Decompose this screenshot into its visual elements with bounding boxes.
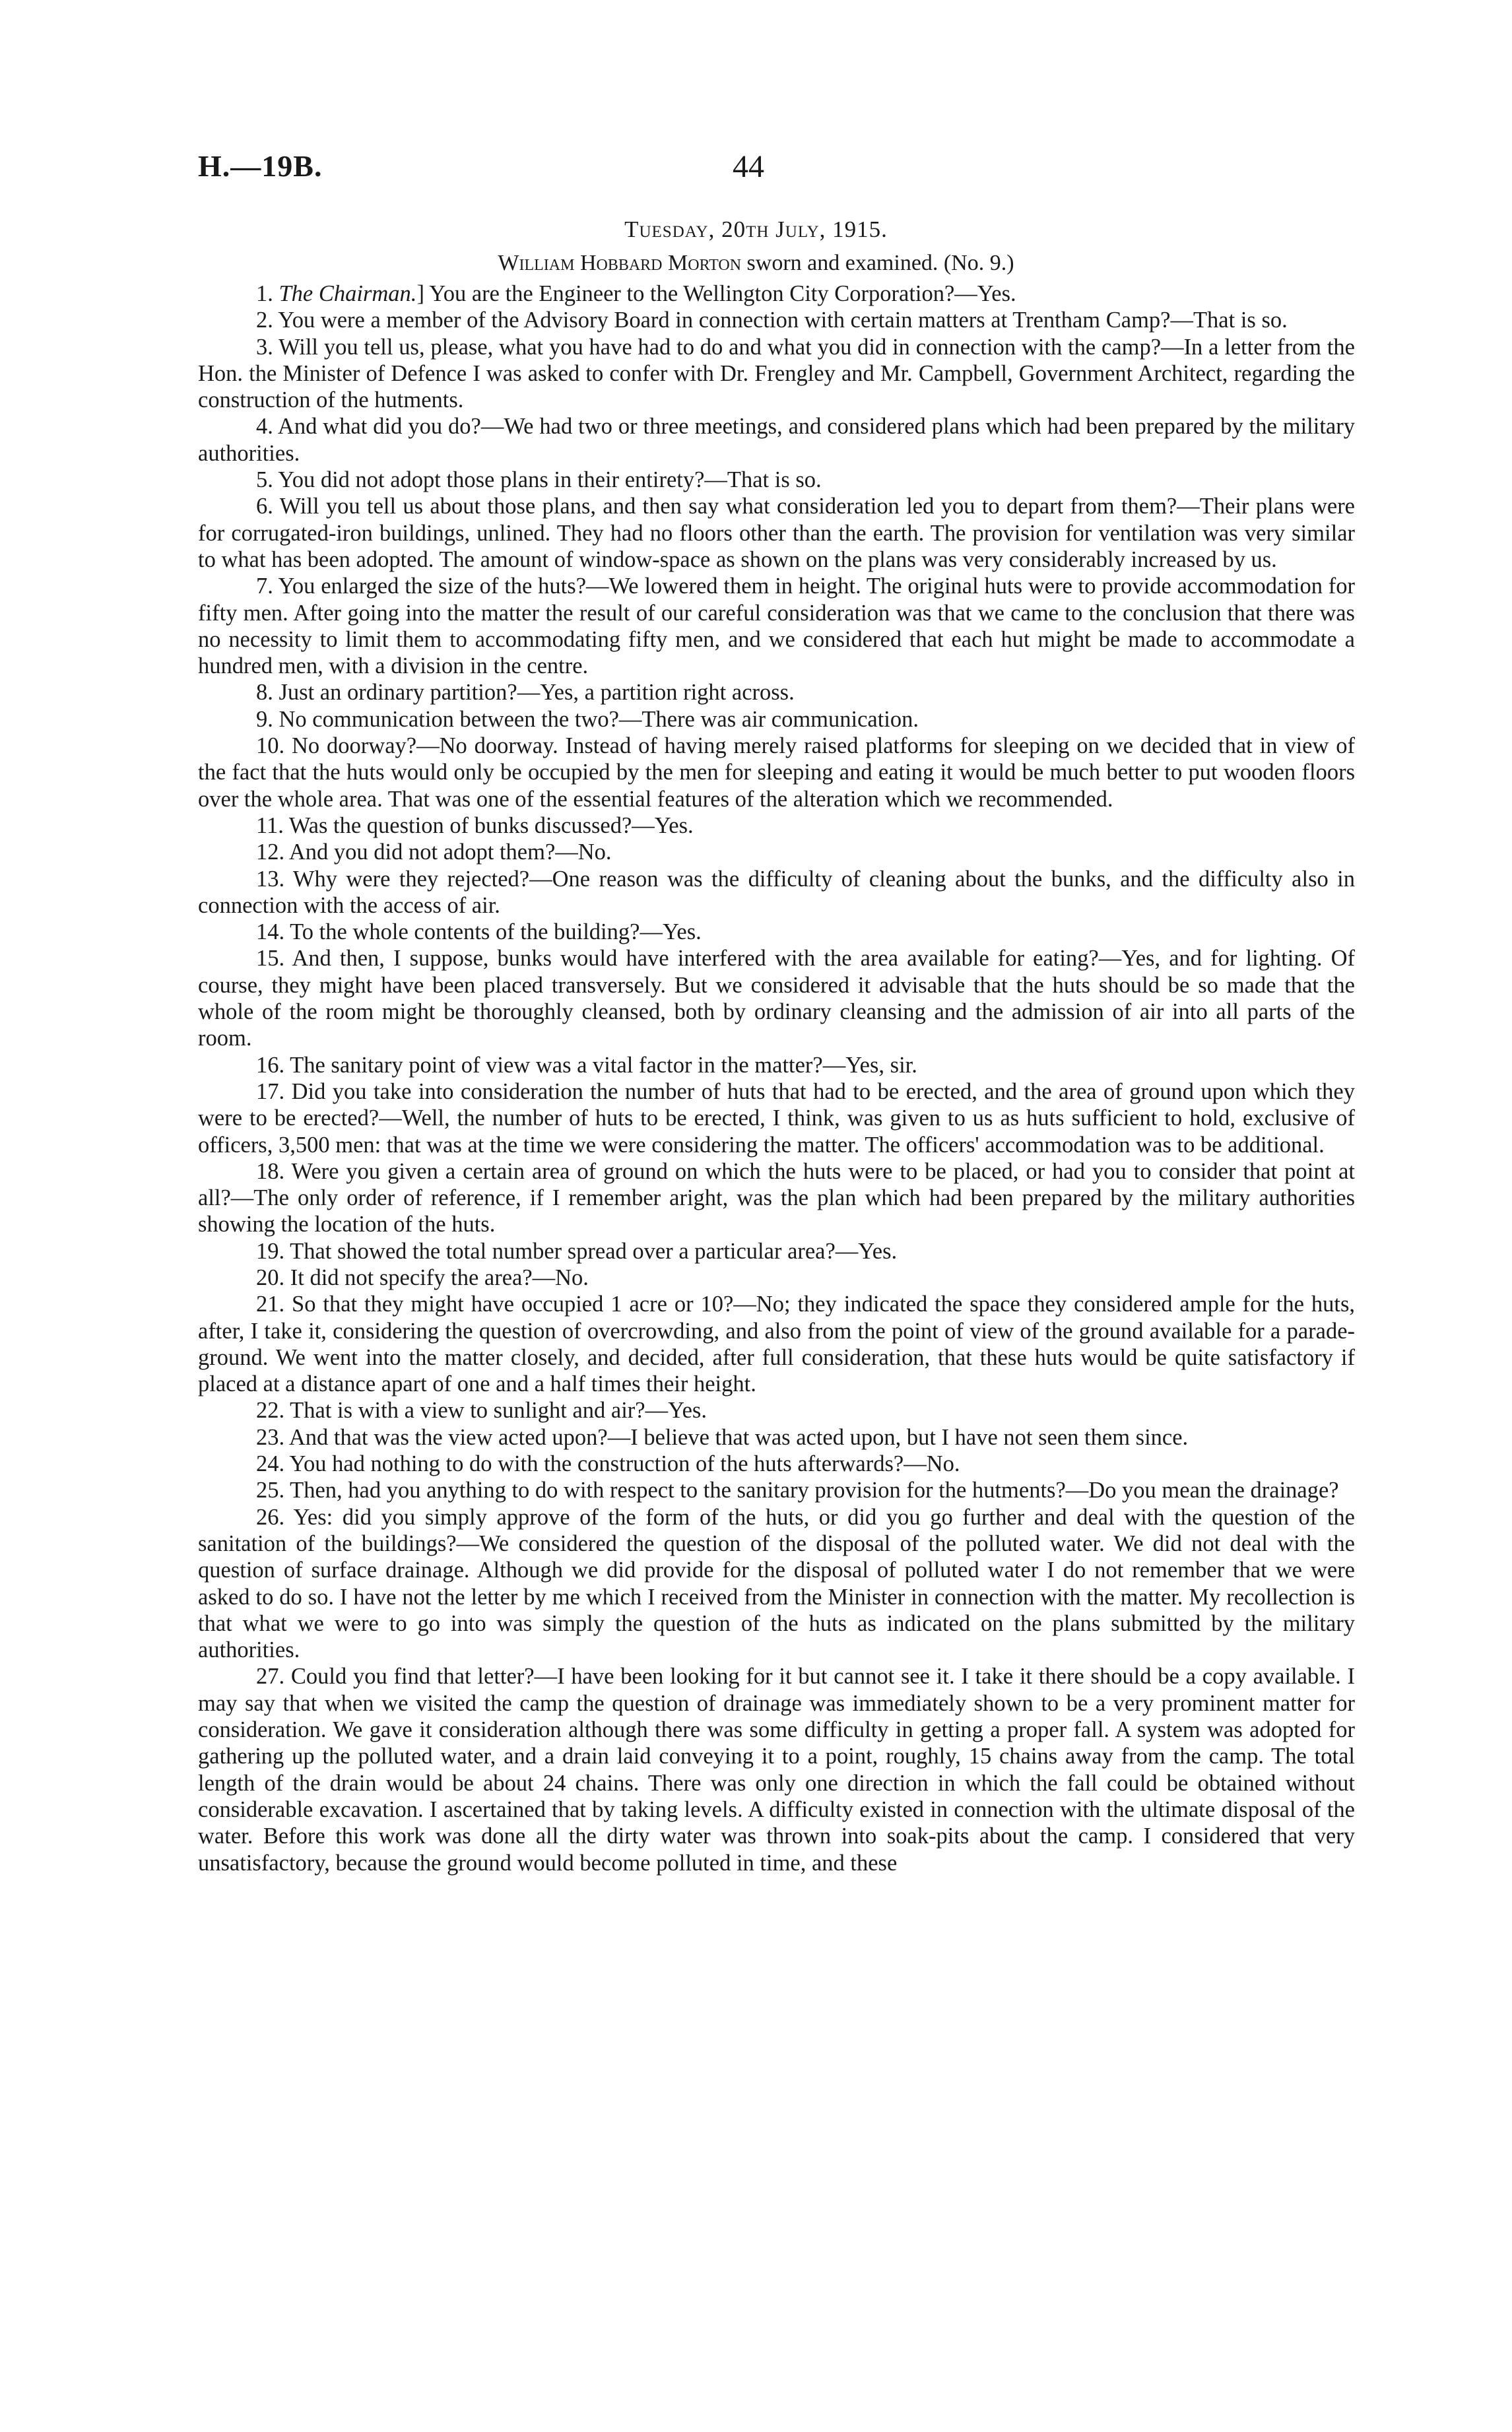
page-number: 44: [733, 149, 764, 184]
question-answer-text: The sanitary point of view was a vital factor in the matter?—Yes, sir.: [290, 1052, 917, 1078]
question-answer-paragraph: [198, 866, 1355, 919]
question-number: 3.: [256, 334, 273, 360]
question-number: 22.: [256, 1398, 285, 1424]
question-number: 9.: [256, 706, 273, 732]
question-answer-text: And what did you do?—We had two or three meetings, and considered plans which had been prepared by the military authorities.: [198, 414, 1355, 466]
question-number: 6.: [256, 494, 273, 519]
question-answer-paragraph: [198, 1052, 1355, 1078]
question-answer-paragraph: [198, 919, 1355, 945]
question-answer-paragraph: [198, 1477, 1355, 1503]
question-answer-paragraph: [198, 307, 1355, 333]
question-number: 19.: [256, 1238, 285, 1264]
question-answer-text: No communication between the two?—There was air communication.: [279, 706, 919, 732]
question-answer-text: You had nothing to do with the construction of the huts afterwards?—No.: [289, 1451, 960, 1477]
question-answer-text: It did not specify the area?—No.: [290, 1265, 589, 1290]
question-answer-text: Will you tell us about those plans, and then say what consideration led you to depart from them?—Their plans were for corrugated-iron buildings, unlined. They had no floors other than the earth. The provision for ventilation was very similar to what has been adopted. The amount of window-space as shown on the plans was very considerably increased by us.: [198, 494, 1355, 572]
question-number: 17.: [256, 1078, 285, 1104]
witness-status: sworn and examined. (No. 9.): [741, 251, 1014, 275]
question-answer-text: Were you given a certain area of ground on which the huts were to be placed, or had you to consider that point at all?—The only order of reference, if I remember aright, was the plan which had been prepared by the military authorities showing the location of the huts.: [198, 1158, 1355, 1237]
question-answer-paragraph: [198, 493, 1355, 573]
question-answer-text: Then, had you anything to do with respect to the sanitary provision for the hutments?—Do you mean the drainage?: [290, 1478, 1339, 1503]
question-answer-paragraph: [198, 1238, 1355, 1265]
question-number: 18.: [256, 1158, 285, 1184]
question-answer-text: Did you take into consideration the number of huts that had to be erected, and the area of ground upon which they were to be erected?—Well, the number of huts to be erected, I think, was given to us as huts sufficient to hold, exclusive of officers, 3,500 men: that was at the time we were considering the matter. The officers' accommodation was to be additional.: [198, 1078, 1355, 1158]
question-answer-paragraph: [198, 945, 1355, 1051]
question-answer-paragraph: [198, 1397, 1355, 1424]
question-answer-text: And then, I suppose, bunks would have interfered with the area available for eating?—Yes, and for lighting. Of course, they might have been placed transversely. But we considered it advisable that the huts should be so made that the whole of the room might be thoroughly cleansed, both by ordinary cleansing and the admission of air into all parts of the room.: [198, 946, 1355, 1051]
question-answer-text: Was the question of bunks discussed?—Yes.: [288, 812, 694, 838]
question-number: 24.: [256, 1451, 285, 1477]
question-answer-text: So that they might have occupied 1 acre or 10?—No; they indicated the space they considered ample for the huts, after, I take it, considering the question of overcrowding, and also from the point of view of the ground available for a parade-ground. We went into the matter closely, and decided, after full consideration, that these huts would be quite satisfactory if placed at a distance apart of one and a half times their height.: [198, 1292, 1355, 1397]
question-answer-paragraph: [198, 1078, 1355, 1158]
question-answer-text: Just an ordinary partition?—Yes, a partition right across.: [279, 680, 795, 706]
testimony-body: [198, 280, 1355, 1876]
question-number: 13.: [256, 866, 285, 892]
question-answer-paragraph: [198, 733, 1355, 812]
witness-name: William Hobbard Morton: [498, 251, 742, 275]
question-answer-text: You enlarged the size of the huts?—We lowered them in height. The original huts were to provide accommodation for fifty men. After going into the matter the result of our careful consideration was that we came to the conclusion that there was no necessity to limit them to accommodating fifty men, and we considered that each hut might be made to accommodate a hundred men, with a division in the centre.: [198, 574, 1355, 679]
question-answer-paragraph: [198, 1158, 1355, 1238]
question-number: 7.: [256, 574, 273, 599]
question-answer-paragraph: [198, 413, 1355, 467]
question-number: 15.: [256, 946, 285, 971]
question-answer-paragraph: [198, 1451, 1355, 1477]
question-answer-text: Yes: did you simply approve of the form of the huts, or did you go further and deal with the question of the sanitation of the buildings?—We considered the question of the disposal of the polluted water. We did not deal with the question of surface drainage. Although we did provide for the disposal of polluted water I do not remember that we were asked to do so. I have not the letter by me which I received from the Minister in connection with the matter. My recollection is that what we were to go into was simply the question of the huts as indicated on the plans submitted by the military authorities.: [198, 1504, 1355, 1663]
question-answer-text: And that was the view acted upon?—I believe that was acted upon, but I have not seen them since.: [288, 1424, 1189, 1450]
question-answer-text: Why were they rejected?—One reason was the difficulty of cleaning about the bunks, and the difficulty also in connection with the access of air.: [198, 866, 1355, 918]
question-answer-paragraph: [198, 334, 1355, 414]
question-number: 8.: [256, 680, 273, 706]
question-number: 5.: [256, 467, 273, 493]
question-answer-paragraph: [198, 280, 1355, 307]
question-number: 20.: [256, 1265, 285, 1290]
speaker-label: The Chairman.: [279, 281, 417, 306]
question-answer-text: To the whole contents of the building?—Yes.: [290, 919, 702, 945]
question-answer-paragraph: [198, 1291, 1355, 1397]
question-answer-text: You did not adopt those plans in their entirety?—That is so.: [278, 467, 822, 493]
question-number: 26.: [256, 1504, 285, 1530]
question-answer-paragraph: [198, 839, 1355, 865]
question-number: 2.: [256, 308, 273, 333]
question-answer-text: Could you find that letter?—I have been looking for it but cannot see it. I take it there should be a copy available. I may say that when we visited the camp the question of drainage was immediately shown to be a very prominent matter for consideration. We gave it consideration although there was some difficulty in getting a proper fall. A system was adopted for gathering up the polluted water, and a drain laid conveying it to a point, roughly, 15 chains away from the camp. The total length of the drain would be about 24 chains. There was only one direction in which the fall could be obtained without considerable excavation. I ascertained that by taking levels. A difficulty existed in connection with the ultimate disposal of the water. Before this work was done all the dirty water was thrown into soak-pits about the camp. I considered that very unsatisfactory, because the ground would become polluted in time, and these: [198, 1664, 1355, 1876]
question-number: 10.: [256, 733, 285, 759]
question-answer-text: ] You are the Engineer to the Wellington City Corporation?—Yes.: [416, 281, 1016, 306]
question-answer-paragraph: [198, 467, 1355, 493]
question-number: 25.: [256, 1478, 285, 1503]
witness-heading: [0, 251, 1512, 276]
question-answer-text: That showed the total number spread over a particular area?—Yes.: [290, 1238, 898, 1264]
session-date-heading: Tuesday, 20th July, 1915.: [624, 216, 888, 242]
question-answer-paragraph: [198, 1504, 1355, 1664]
question-number: 1.: [256, 281, 273, 306]
question-number: 23.: [256, 1424, 285, 1450]
question-answer-text: And you did not adopt them?—No.: [288, 839, 612, 865]
question-number: 21.: [256, 1292, 285, 1317]
question-number: 12.: [256, 839, 285, 865]
question-answer-text: No doorway?—No doorway. Instead of having merely raised platforms for sleeping on we decided that in view of the fact that the huts would only be occupied by the men for sleeping and eating it would be much better to put wooden floors over the whole area. That was one of the essential features of the alteration which we recommended.: [198, 733, 1355, 812]
question-answer-paragraph: [198, 706, 1355, 733]
question-answer-text: You were a member of the Advisory Board in connection with certain matters at Trentham Camp?—That is so.: [278, 308, 1288, 333]
question-number: 16.: [256, 1052, 285, 1078]
question-number: 14.: [256, 919, 285, 945]
question-number: 4.: [256, 414, 273, 440]
question-answer-text: Will you tell us, please, what you have had to do and what you did in connection with the camp?—In a letter from the Hon. the Minister of Defence I was asked to confer with Dr. Frengley and Mr. Campbell, Government Architect, regarding the construction of the hutments.: [198, 334, 1355, 413]
question-answer-text: That is with a view to sunlight and air?—Yes.: [290, 1398, 707, 1424]
question-answer-paragraph: [198, 573, 1355, 679]
question-number: 27.: [256, 1664, 285, 1690]
question-answer-paragraph: [198, 679, 1355, 706]
question-answer-paragraph: [198, 812, 1355, 839]
header-reference: H.—19B.: [198, 149, 323, 183]
question-answer-paragraph: [198, 1663, 1355, 1876]
question-answer-paragraph: [198, 1265, 1355, 1291]
question-number: 11.: [256, 812, 284, 838]
question-answer-paragraph: [198, 1424, 1355, 1451]
